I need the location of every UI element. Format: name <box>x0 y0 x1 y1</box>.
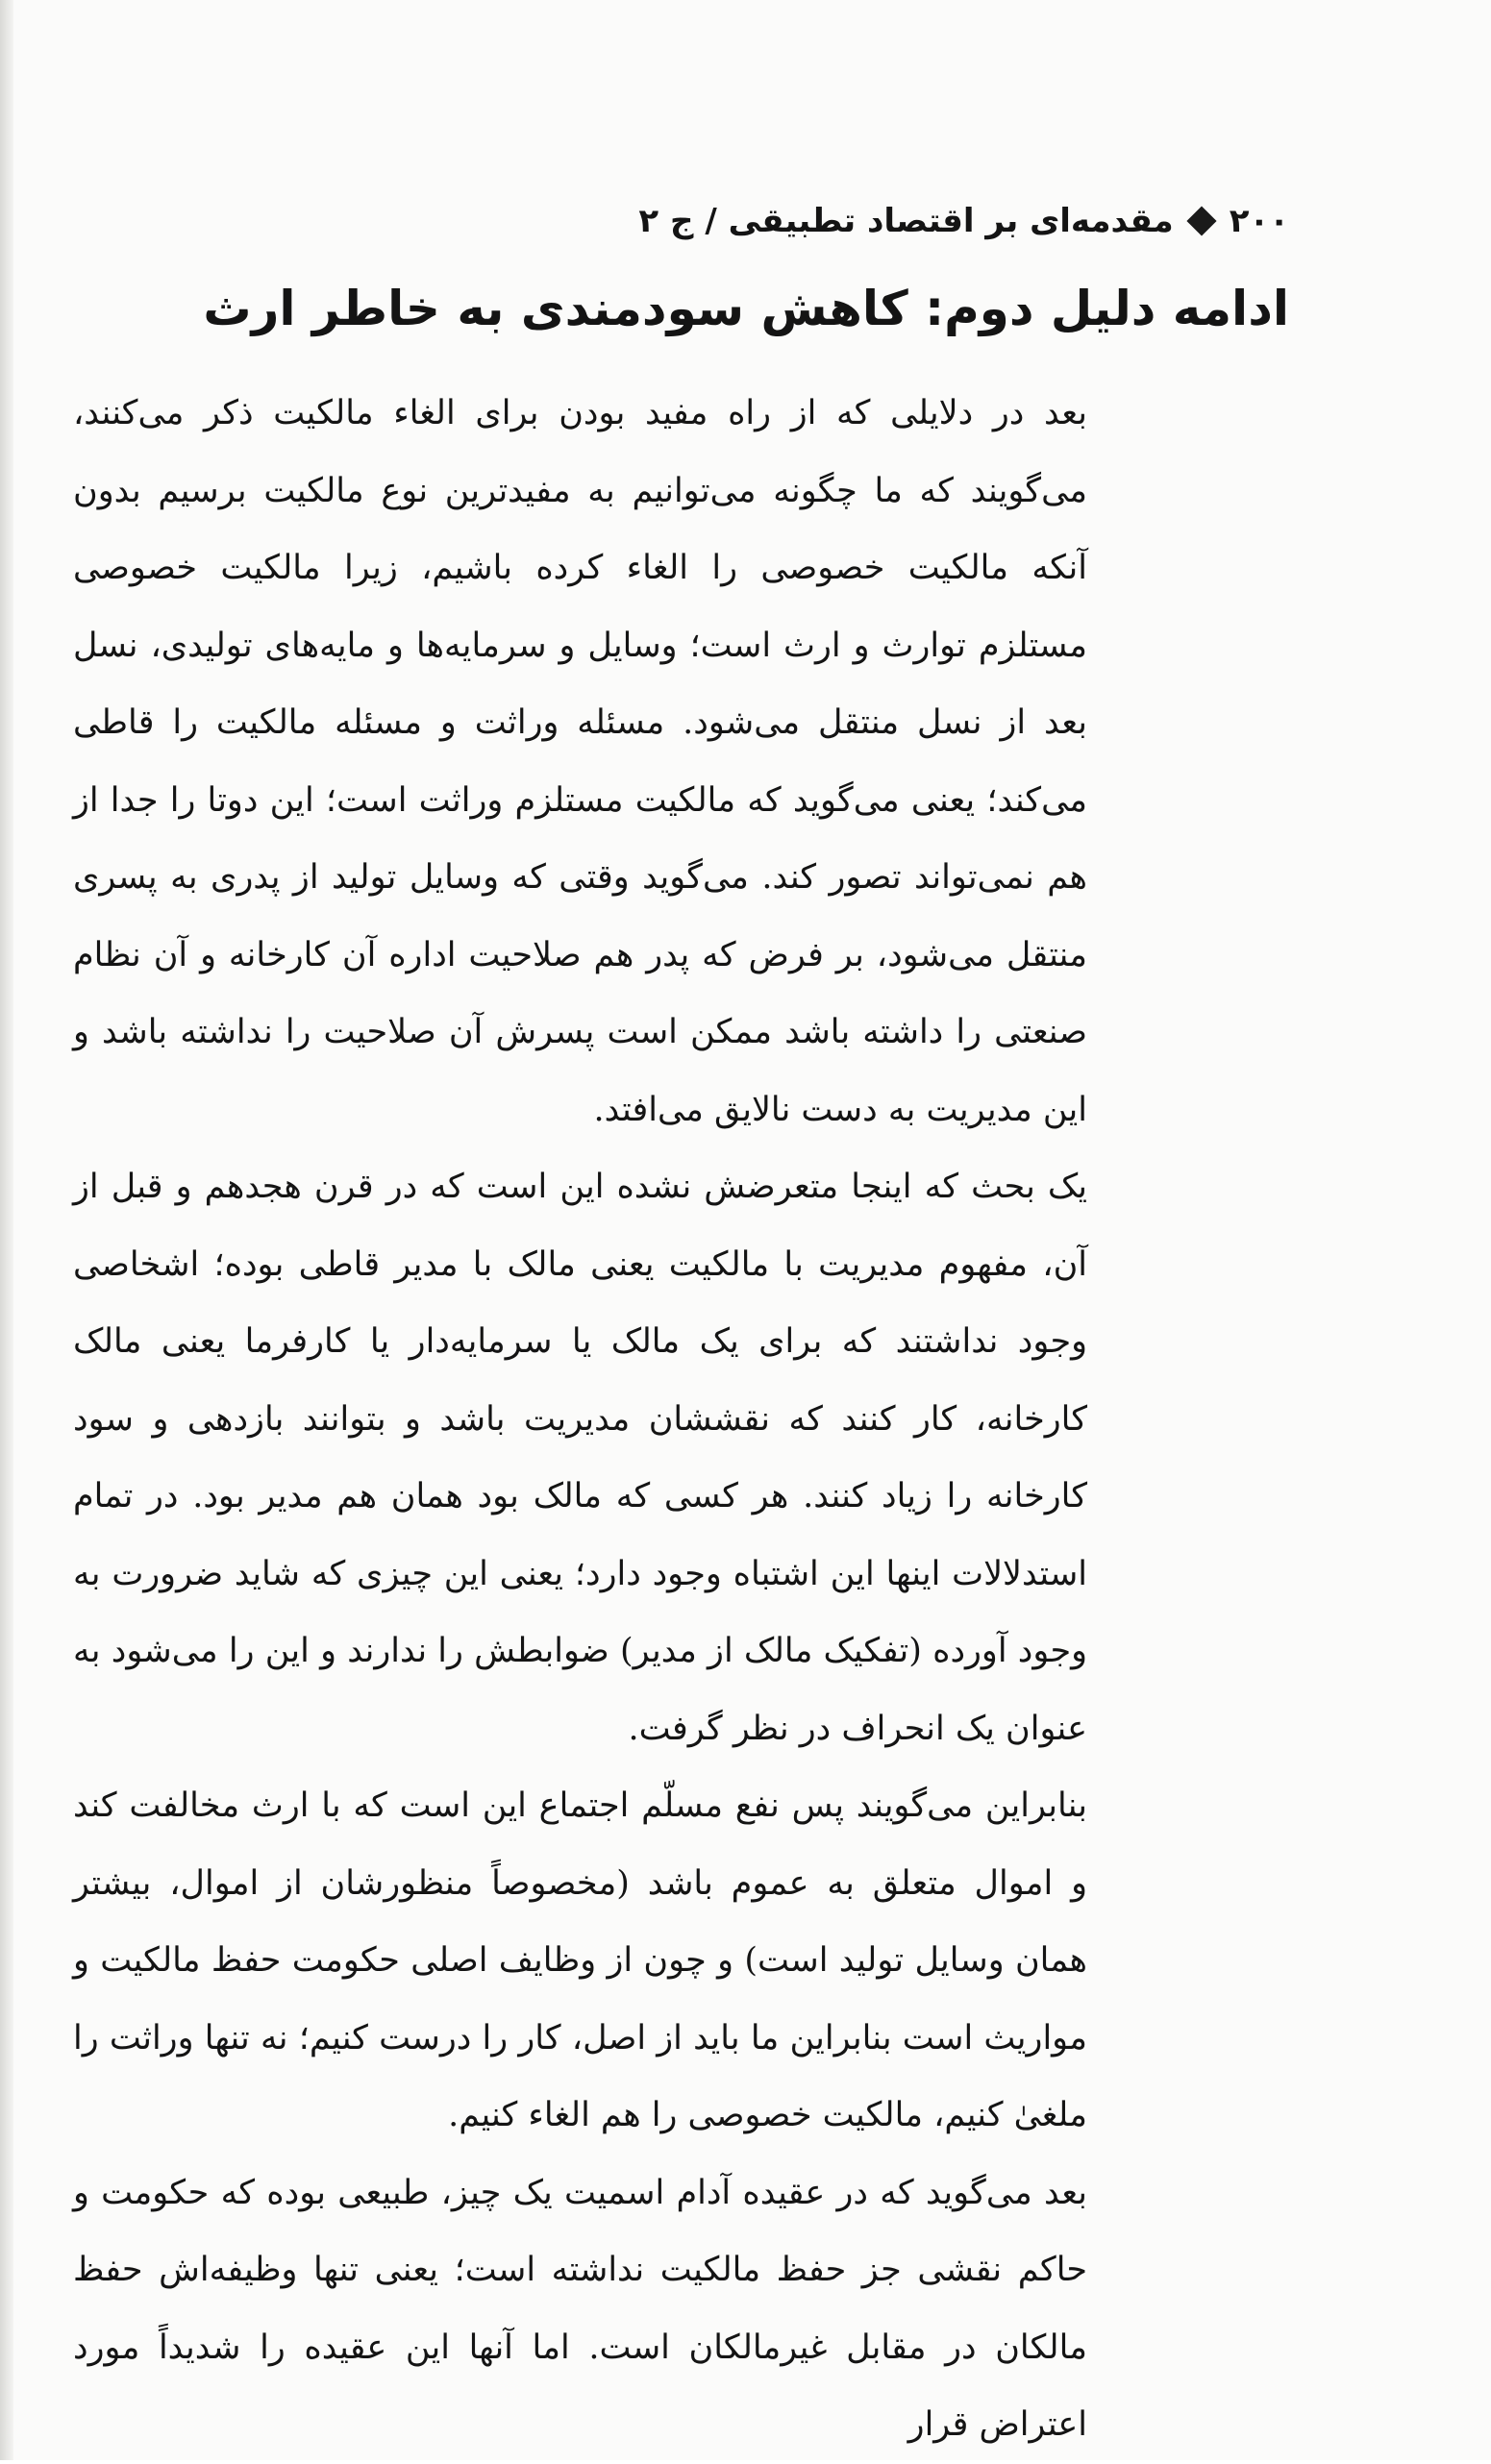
page-number: ۲۰۰ <box>1229 202 1289 240</box>
paragraph: بنابراین می‌گویند پس نفع مسلّم اجتماع این است که با ارث مخالفت کند و اموال متعلق به عموم باشد (مخصوصاً منظورشان از اموال، بیشتر همان وسایل تولید است) و چون از وظایف اصلی حکومت حفظ مالکیت و مواریث است بنابراین ما باید از اصل، کار را درست کنیم؛ نه تنها وراثت را ملغیٰ کنیم، مالکیت خصوصی را هم الغاء کنیم. <box>73 1786 1087 2134</box>
diamond-icon <box>1186 206 1216 235</box>
running-header <box>638 202 1289 240</box>
book-title: مقدمه‌ای بر اقتصاد تطبیقی / ج ۲ <box>638 202 1174 240</box>
body-text <box>73 375 1087 2464</box>
section-title: ادامه دلیل دوم: کاهش سودمندی به خاطر ارث <box>203 281 1289 336</box>
paragraph: بعد می‌گوید که در عقیده آدام اسمیت یک چیز، طبیعی بوده که حکومت و حاکم نقشی جز حفظ مالکیت نداشته است؛ یعنی تنها وظیفه‌اش حفظ مالکان در مقابل غیرمالکان است. اما آنها این عقیده را شدیداً مورد اعتراض قرار <box>73 2173 1087 2444</box>
paragraph: بعد در دلایلی که از راه مفید بودن برای الغاء مالکیت ذکر می‌کنند، می‌گویند که ما چگونه می‌توانیم به مفیدترین نوع مالکیت برسیم بدون آنکه مالکیت خصوصی را الغاء کرده باشیم، زیرا مالکیت خصوصی مستلزم توارث و ارث است؛ وسایل و سرمایه‌ها و مایه‌های تولیدی، نسل بعد از نسل منتقل می‌شود. مسئله وراثت و مسئله مالکیت را قاطی می‌کند؛ یعنی می‌گوید که مالکیت مستلزم وراثت است؛ این دوتا را جدا از هم نمی‌تواند تصور کند. می‌گوید وقتی که وسایل تولید از پدری به پسری منتقل می‌شود، بر فرض که پدر هم صلاحیت اداره آن کارخانه و آن نظام صنعتی را داشته باشد ممکن است پسرش آن صلاحیت را نداشته باشد و این مدیریت به دست نالایق می‌افتد. <box>73 394 1087 1129</box>
paragraph: یک بحث که اینجا متعرضش نشده این است که در قرن هجدهم و قبل از آن، مفهوم مدیریت با مالکیت یعنی مالک با مدیر قاطی بوده؛ اشخاصی وجود نداشتند که برای یک مالک یا سرمایه‌دار یا کارفرما یعنی مالک کارخانه، کار کنند که نقششان مدیریت باشد و بتوانند بازدهی و سود کارخانه را زیاد کنند. هر کسی که مالک بود همان هم مدیر بود. در تمام استدلالات اینها این اشتباه وجود دارد؛ یعنی این چیزی که شاید ضرورت به وجود آورده (تفکیک مالک از مدیر) ضوابطش را ندارند و این را می‌شود به عنوان یک انحراف در نظر گرفت. <box>73 1168 1087 1748</box>
page-binding-shadow <box>0 0 13 2460</box>
